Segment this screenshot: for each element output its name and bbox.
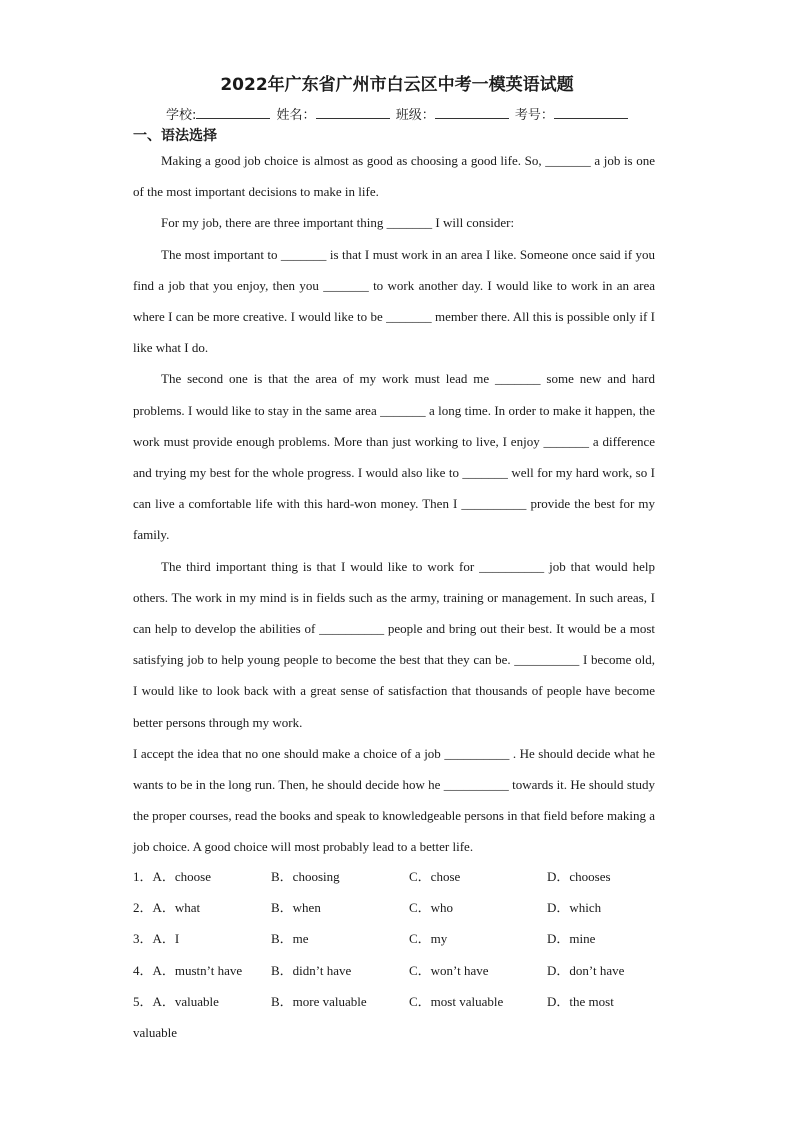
page-title: 2022年广东省广州市白云区中考一模英语试题 — [220, 75, 574, 95]
option-a[interactable]: 2．A．what — [133, 900, 201, 916]
question-row — [133, 923, 663, 954]
paragraph: The most important to _______ is that I must work in an area I like. Someone once said if you find a job that you enjoy, then you _______ to work another day. I would like to work in an area where I can be more creative. I would like to be _______ member there. All this is possible only if I like what I do. — [133, 246, 655, 356]
option-c[interactable]: C．chose — [409, 869, 461, 884]
option-c[interactable]: C．my — [409, 931, 448, 947]
paragraph: The third important thing is that I would like to work for __________ job that would help others. The work in my mind is in fields such as the army, training or management. In such areas, I can help to develop the abilities of __________ people and bring out their best. It would be a most satisfying job to help young people to become the best that they can be. __________ I become old, I would like to look back with a great sense of satisfaction that thousands of people have become better persons through my work. — [133, 558, 655, 730]
option-b[interactable]: B．choosing — [271, 869, 340, 884]
question-row — [133, 892, 663, 923]
option-d[interactable]: D．which — [547, 900, 602, 916]
answer-options — [133, 861, 663, 1017]
option-continuation: valuable — [133, 1025, 178, 1040]
question-row — [133, 861, 663, 892]
option-a[interactable]: 4．A．mustn’t have — [133, 962, 243, 978]
option-a[interactable]: 5．A．valuable — [133, 993, 219, 1009]
paragraph: The second one is that the area of my work must lead me _______ some new and hard problems. I would like to stay in the same area _______ a long time. In order to make it happen, the work must provide enough problems. More than just working to live, I enjoy _______ a difference and trying my best for the whole progress. I would also like to _______ well for my hard work, so I can live a comfortable life with this hard-won money. Then I __________ provide the best for my family. — [133, 371, 655, 543]
name-label: 姓名： — [276, 108, 316, 123]
option-d[interactable]: D．the most — [547, 993, 614, 1009]
option-a[interactable]: 1．A．choose — [133, 869, 211, 884]
student-info-line — [166, 104, 630, 123]
paragraph: I accept the idea that no one should make a choice of a job __________ . He should decide what he wants to be in the long run. Then, he should decide how he __________ towards it. He should study the proper courses, read the books and speak to knowledgeable persons in that field before making a job choice. A good choice will most probably lead to a better life. — [133, 745, 655, 855]
paragraph: Making a good job choice is almost as good as choosing a good life. So, _______ a job is one of the most important decisions to make in life. — [133, 153, 655, 200]
school-label: 学校: — [166, 108, 197, 123]
school-blank[interactable] — [196, 106, 270, 119]
option-a[interactable]: 3．A．I — [133, 931, 180, 947]
option-c[interactable]: C．who — [409, 900, 454, 916]
option-c[interactable]: C．most valuable — [409, 993, 504, 1009]
option-b[interactable]: B．me — [271, 931, 309, 947]
number-blank[interactable] — [554, 106, 628, 119]
name-blank[interactable] — [316, 106, 390, 119]
paragraph: For my job, there are three important thing _______ I will consider: — [161, 215, 515, 231]
option-d[interactable]: D．mine — [547, 931, 596, 947]
option-b[interactable]: B．didn’t have — [271, 962, 352, 978]
class-label: 班级： — [395, 108, 435, 123]
section-heading: 一、语法选择 — [133, 128, 217, 144]
option-c[interactable]: C．won’t have — [409, 962, 489, 978]
option-b[interactable]: B．more valuable — [271, 993, 367, 1009]
reading-passage — [133, 145, 655, 863]
class-blank[interactable] — [435, 106, 509, 119]
number-label: 考号： — [514, 108, 554, 123]
option-b[interactable]: B．when — [271, 900, 321, 916]
question-row — [133, 986, 663, 1017]
question-row — [133, 955, 663, 986]
option-d[interactable]: D．chooses — [547, 869, 611, 884]
option-d[interactable]: D．don’t have — [547, 962, 625, 978]
